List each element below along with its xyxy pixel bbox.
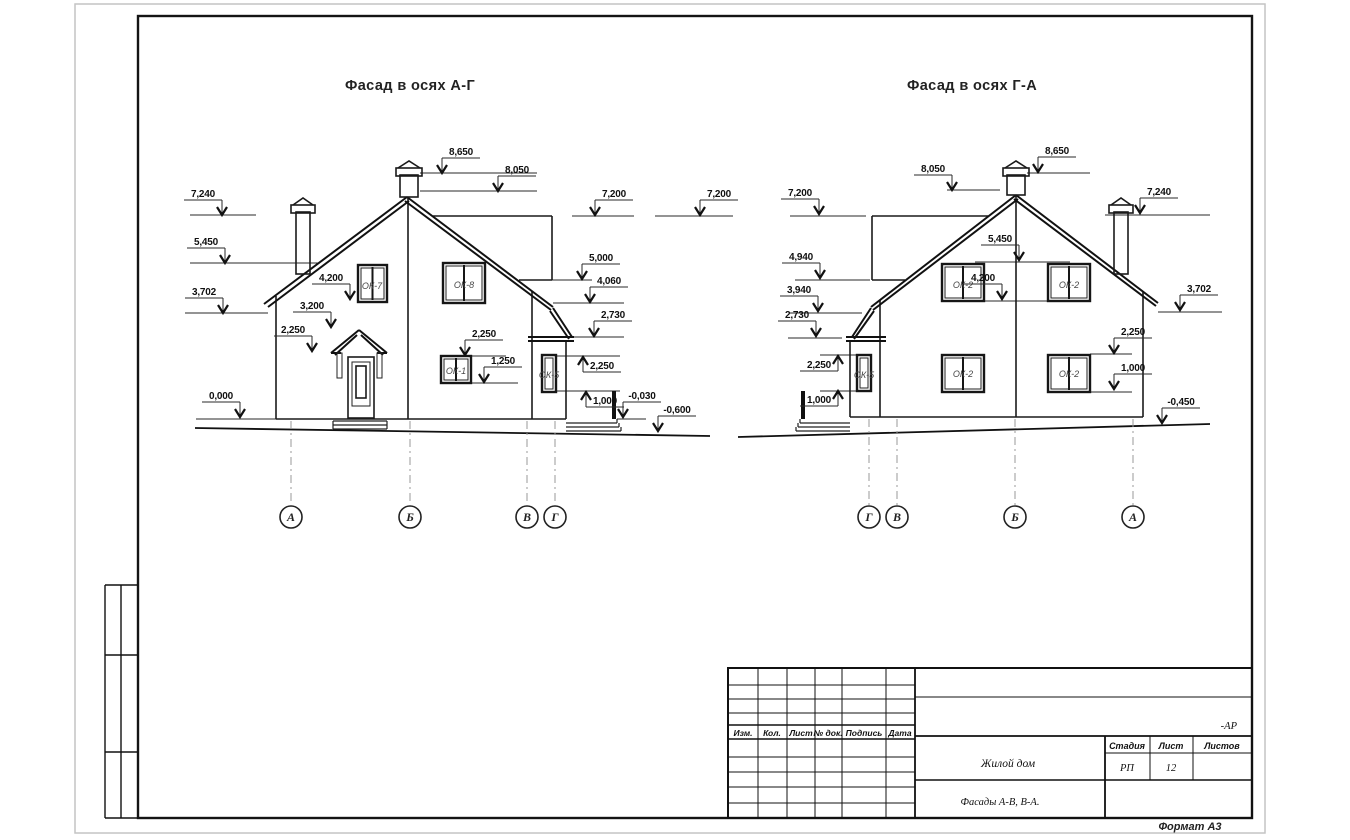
facade-left-title: Фасад в осях А-Г — [344, 78, 476, 94]
dim-value: 7,240 — [190, 189, 216, 200]
railing-post — [801, 391, 805, 419]
dim-value: 1,000 — [592, 396, 618, 407]
sheets-label: Листов — [1204, 741, 1240, 751]
stage-label: Стадия — [1109, 741, 1145, 751]
sheet-value: 12 — [1165, 763, 1177, 774]
window-label: ОК-2 — [1058, 280, 1080, 290]
axis-label: Г — [551, 510, 559, 524]
axis-label: А — [1128, 510, 1138, 524]
axis-label: В — [892, 510, 902, 524]
window-label: ОК-2 — [952, 280, 974, 290]
revision-header: № док. — [813, 728, 843, 738]
axis-label: А — [286, 510, 296, 524]
dim-value: 2,250 — [1120, 327, 1146, 338]
dim-value: 2,250 — [806, 360, 832, 371]
dim-value: 8,050 — [920, 164, 946, 175]
dim-value: 8,650 — [448, 147, 474, 158]
axis-label: Г — [865, 510, 873, 524]
window-label: ОК-5 — [853, 370, 875, 380]
revision-header: Дата — [888, 728, 912, 738]
dim-value: 2,250 — [471, 329, 497, 340]
dim-value: 7,200 — [601, 189, 627, 200]
dim-value: 5,000 — [588, 253, 614, 264]
dim-value: 2,250 — [589, 361, 615, 372]
window-label: ОК-1 — [445, 366, 467, 376]
window-label: ОК-2 — [1058, 369, 1080, 379]
dim-value: 4,940 — [788, 252, 814, 263]
window-label: ОК-5 — [538, 370, 560, 380]
window-label: ОК-7 — [361, 281, 383, 291]
dim-value: 3,200 — [299, 301, 325, 312]
dim-value: 4,060 — [596, 276, 622, 287]
revision-header: Кол. — [763, 728, 781, 738]
sheet-name: Фасады А-В, В-А. — [960, 797, 1040, 808]
dim-value: 8,050 — [504, 165, 530, 176]
dim-value: 7,240 — [1146, 187, 1172, 198]
dim-value: 2,730 — [784, 310, 810, 321]
dim-value: 3,702 — [1186, 284, 1212, 295]
axis-label: Б — [1011, 510, 1019, 524]
dim-value: -0,450 — [1167, 397, 1195, 408]
dim-value: 2,730 — [600, 310, 626, 321]
stage-value: РП — [1120, 763, 1134, 774]
axis-label: В — [522, 510, 532, 524]
sheet-label: Лист — [1158, 741, 1184, 751]
dim-value: 5,450 — [193, 237, 219, 248]
dim-value: 8,650 — [1044, 146, 1070, 157]
window-label: ОК-8 — [453, 280, 475, 290]
dim-value: -0,030 — [628, 391, 656, 402]
dim-value: 1,000 — [806, 395, 832, 406]
dim-value: 5,450 — [987, 234, 1013, 245]
axis-label: Б — [406, 510, 414, 524]
dim-value: 7,200 — [706, 189, 732, 200]
revision-header: Подпись — [845, 728, 883, 738]
revision-header: Изм. — [733, 728, 753, 738]
facade-right-title: Фасад в осях Г-А — [906, 78, 1038, 94]
dim-value: -0,600 — [663, 405, 691, 416]
dim-value: 1,000 — [1120, 363, 1146, 374]
dim-value: 4,200 — [318, 273, 344, 284]
doc-code: -АР — [1220, 721, 1237, 732]
project-name: Жилой дом — [980, 758, 1036, 770]
dim-value: 4,200 — [970, 273, 996, 284]
revision-header: Лист — [789, 728, 813, 738]
dim-value: 1,250 — [490, 356, 516, 367]
dim-value: 3,702 — [191, 287, 217, 298]
dim-value: 2,250 — [280, 325, 306, 336]
dim-value: 0,000 — [208, 391, 234, 402]
window-label: ОК-2 — [952, 369, 974, 379]
dim-value: 3,940 — [786, 285, 812, 296]
dim-value: 7,200 — [787, 188, 813, 199]
format-label: Формат А3 — [1158, 821, 1222, 833]
